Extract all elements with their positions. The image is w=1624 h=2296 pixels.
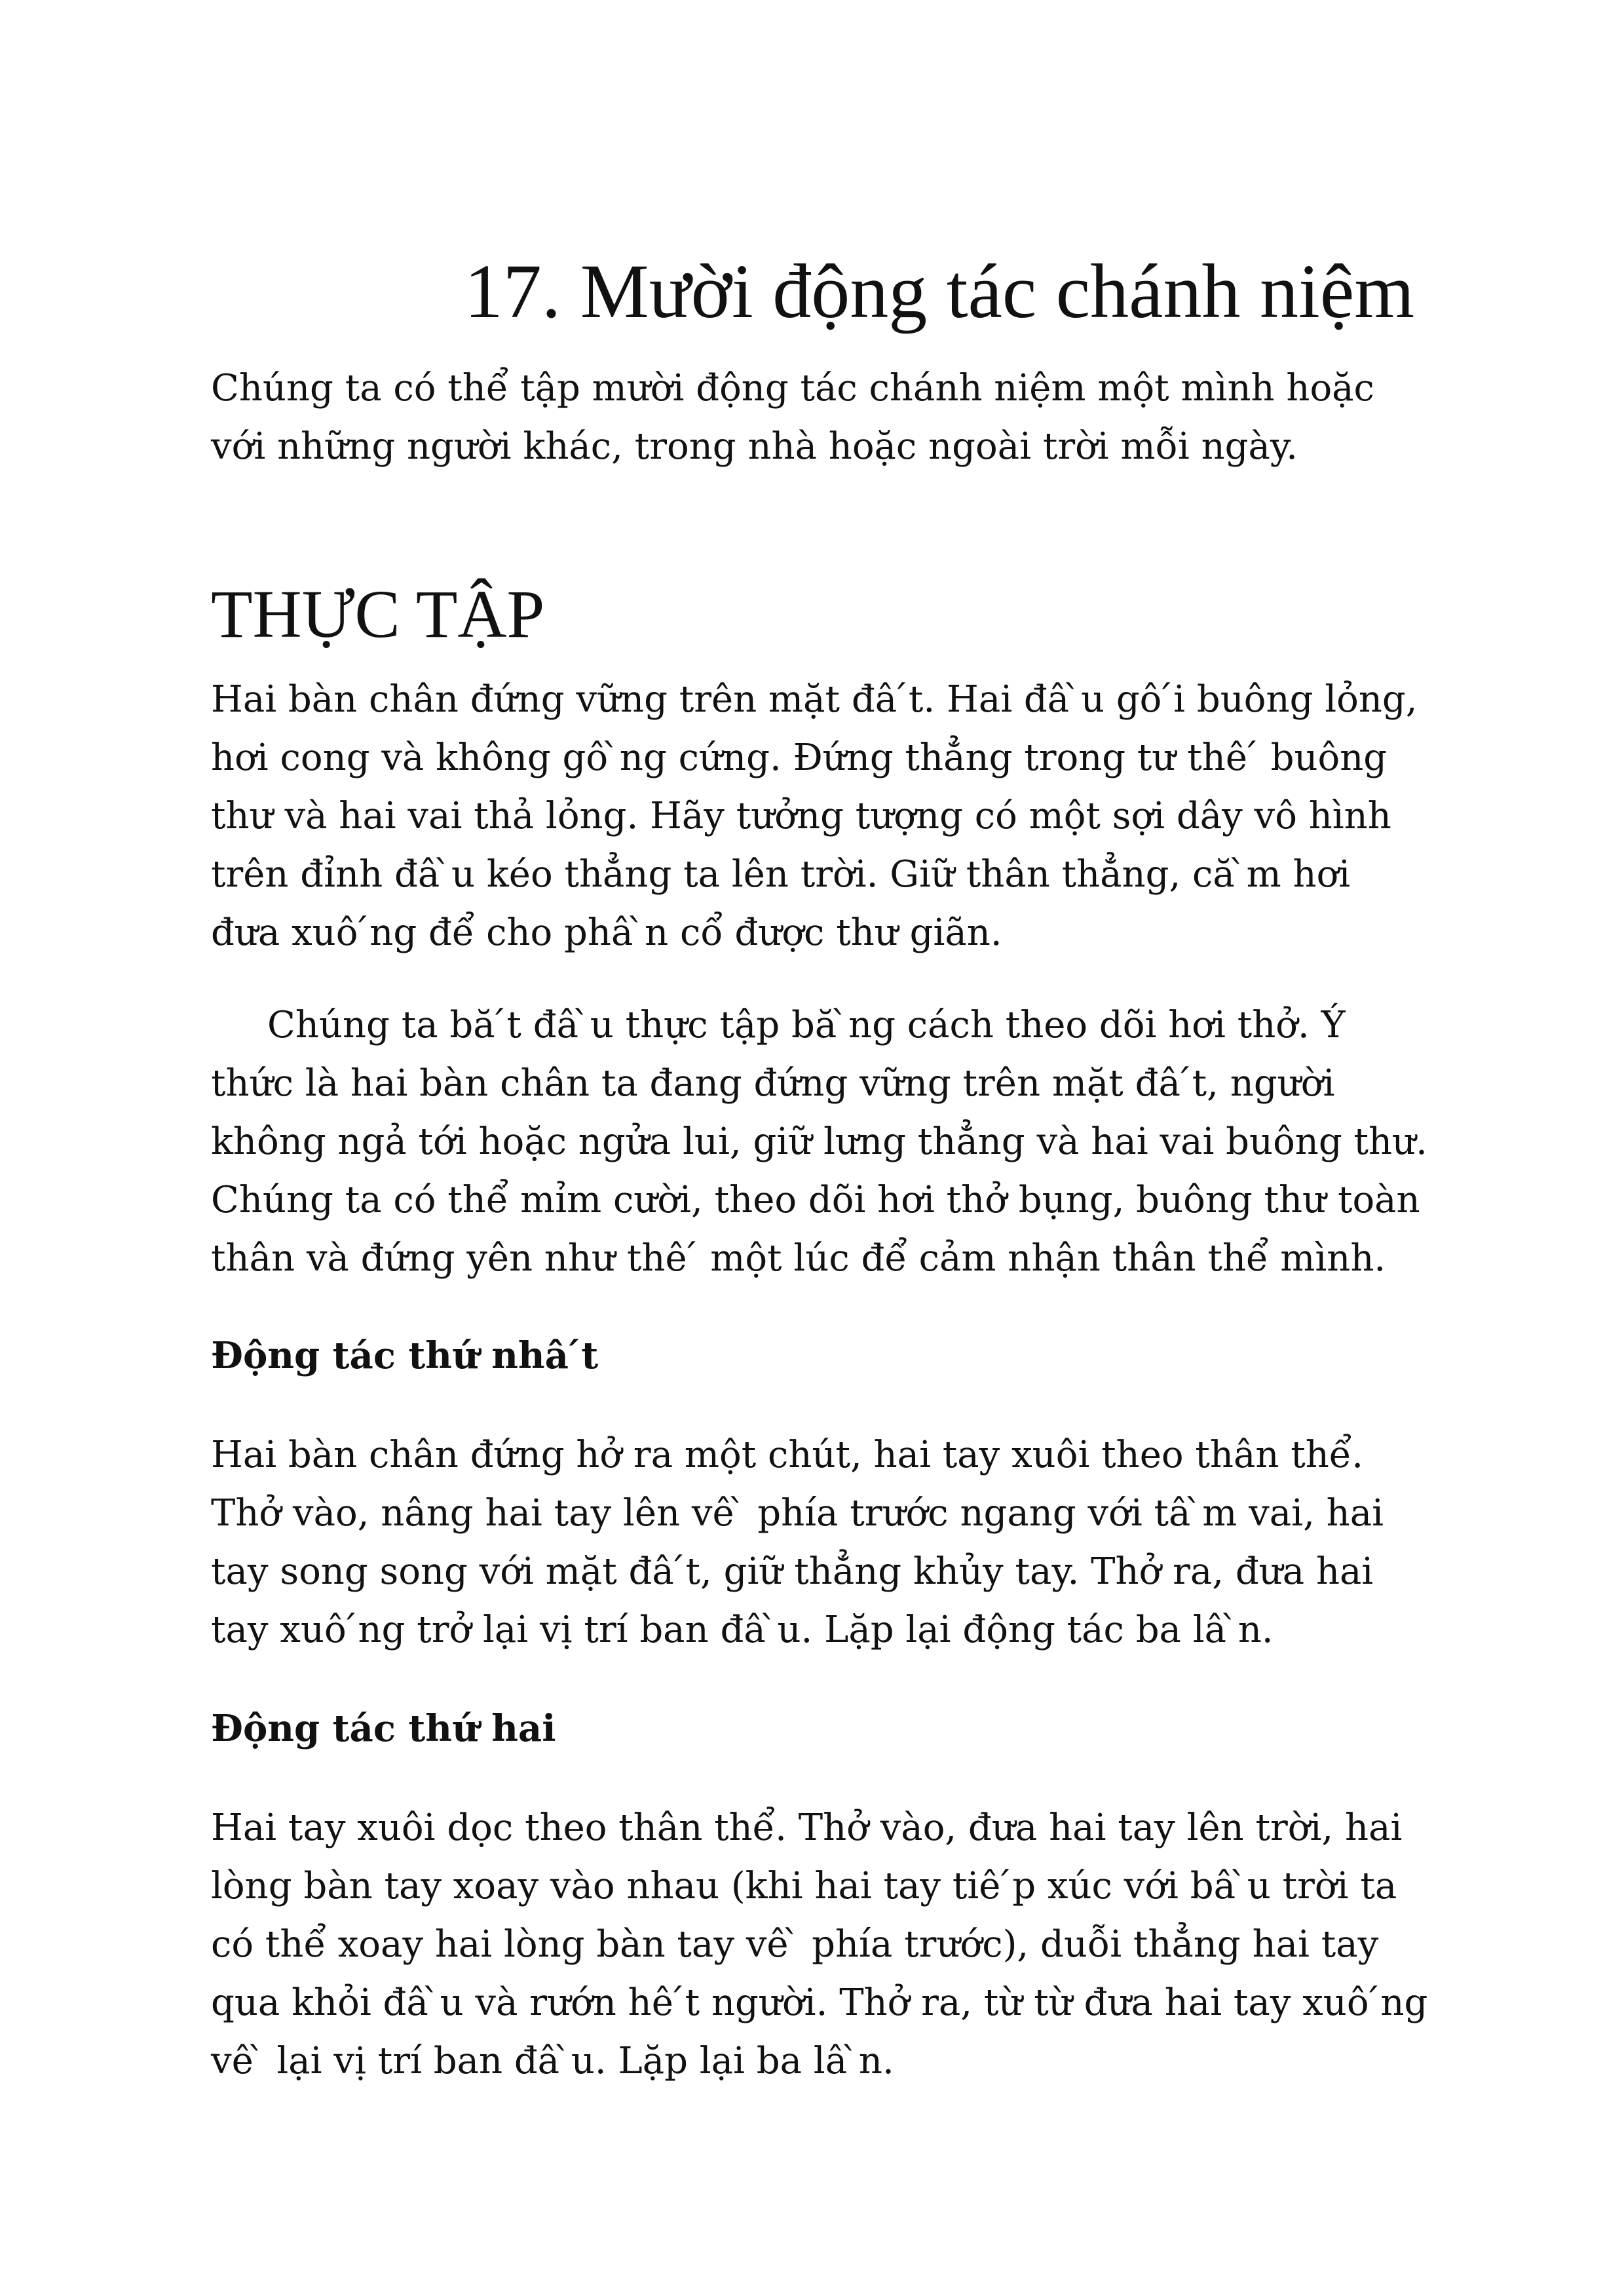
page-content [211, 359, 1429, 2131]
chapter-title: 17. Mười động tác chánh niệm [464, 248, 1414, 334]
practice-paragraph-1: Hai bàn chân đứng vững trên mặt đâ ́t. Hai đâ ̀u gô ́i buông lỏng, hơi cong và không gô ̀ng cứng. Đứng thẳng trong tư thê ́ buông thư và hai vai thả lỏng. Hãy tưởng tượng có một sợi dây vô hình trên đỉnh đâ ̀u kéo thẳng ta lên trời. Giữ thân thẳng, că ̀m hơi đưa xuô ́ng để cho phâ ̀n cổ được thư giãn. [211, 678, 1418, 954]
movement-1-text: Hai bàn chân đứng hở ra một chút, hai tay xuôi theo thân thể. Thở vào, nâng hai tay lên vê ̀ phía trước ngang với tâ ̀m vai, hai tay song song với mặt đâ ́t, giữ thẳng khủy tay. Thở ra, đưa hai tay xuô ́ng trở lại vị trí ban đâ ̀u. Lặp lại động tác ba lâ ̀n. [211, 1433, 1384, 1651]
movement-2-title: Động tác thứ hai [211, 1706, 556, 1750]
section-heading-practice: THỰC TẬP [211, 577, 545, 652]
movement-1-title: Động tác thứ nhâ ́t [211, 1333, 599, 1377]
practice-paragraph-2: Chúng ta bă ́t đâ ̀u thực tập bă ̀ng cách theo dõi hơi thở. Ý thức là hai bàn chân ta đang đứng vững trên mặt đâ ́t, người không ngả tới hoặc ngửa lui, giữ lưng thẳng và hai vai buông thư. Chúng ta có thể mỉm cười, theo dõi hơi thở bụng, buông thư toàn thân và đứng yên như thê ́ một lúc để cảm nhận thân thể mình. [211, 1003, 1427, 1280]
chapter-intro: Chúng ta có thể tập mười động tác chánh niệm một mình hoặc với những người khác, trong nhà hoặc ngoài trời mỗi ngày. [211, 367, 1374, 468]
movement-2-text: Hai tay xuôi dọc theo thân thể. Thở vào, đưa hai tay lên trời, hai lòng bàn tay xoay vào nhau (khi hai tay tiê ́p xúc với bâ ̀u trời ta có thể xoay hai lòng bàn tay vê ̀ phía trước), duỗi thẳng hai tay qua khỏi đâ ̀u và rướn hê ́t người. Thở ra, từ từ đưa hai tay xuô ́ng vê ̀ lại vị trí ban đâ ̀u. Lặp lại ba lâ ̀n. [211, 1806, 1428, 2082]
